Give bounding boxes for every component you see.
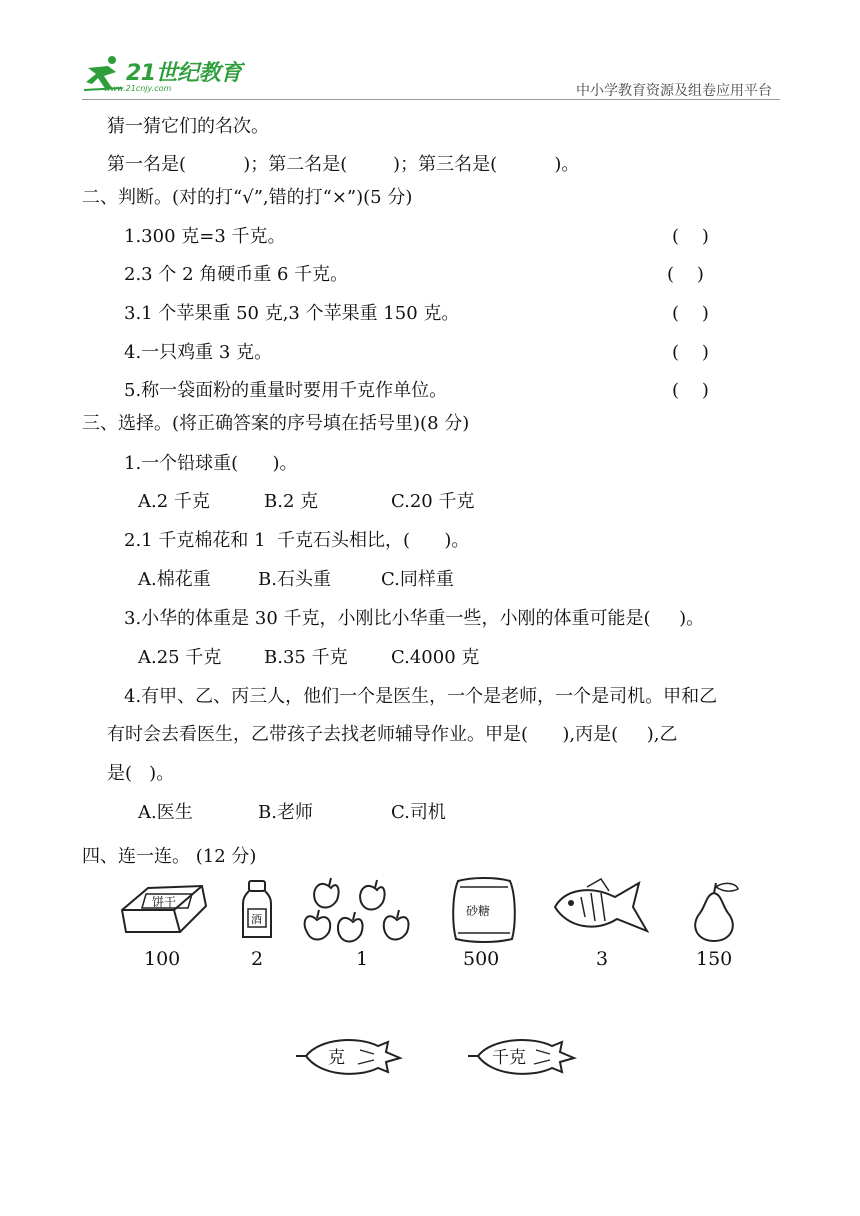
header-divider — [82, 99, 780, 100]
choice-q4-line-1: 4.有甲、乙、丙三人，他们一个是医生，一个是老师，一个是司机。甲和乙 — [124, 686, 718, 707]
choice-q2: 2.1 千克棉花和 1 千克石头相比，( )。 — [124, 530, 470, 551]
judge-paren-4[interactable]: ( ) — [672, 342, 709, 363]
platform-text: 中小学教育资源及组卷应用平台 — [576, 83, 772, 99]
number-label-4: 500 — [463, 948, 500, 970]
q2-option-b[interactable]: B.石头重 — [258, 569, 331, 590]
judge-paren-1[interactable]: ( ) — [672, 226, 709, 247]
q4-option-b[interactable]: B.老师 — [258, 802, 313, 823]
leaf-gram-icon — [294, 1034, 404, 1080]
logo — [82, 54, 252, 98]
sugar-bag-icon — [448, 875, 520, 945]
judge-item-4: 4.一只鸡重 3 克。 — [124, 342, 273, 363]
intro-line-1: 猜一猜它们的名次。 — [107, 116, 269, 137]
number-label-6: 150 — [696, 948, 733, 970]
pear-icon — [686, 879, 744, 943]
number-label-2: 2 — [251, 948, 264, 970]
q1-option-a[interactable]: A.2 千克 — [138, 491, 210, 512]
q2-option-c[interactable]: C.同样重 — [381, 569, 454, 590]
biscuit-label: 饼干 — [152, 895, 177, 909]
q4-option-c[interactable]: C.司机 — [391, 802, 446, 823]
leaf-kilogram-icon — [466, 1034, 578, 1080]
leaf-unit-gram: 克 — [328, 1048, 345, 1068]
q1-option-b[interactable]: B.2 克 — [264, 491, 319, 512]
section-3-title: 三、选择。(将正确答案的序号填在括号里)(8 分) — [82, 413, 470, 434]
number-label-5: 3 — [596, 948, 609, 970]
judge-item-3: 3.1 个苹果重 50 克,3 个苹果重 150 克。 — [124, 303, 460, 324]
apples-icon — [303, 874, 419, 946]
q3-option-b[interactable]: B.35 千克 — [264, 647, 348, 668]
q2-option-a[interactable]: A.棉花重 — [138, 569, 211, 590]
section-2-title: 二、判断。(对的打“√”,错的打“×”)(5 分) — [82, 187, 413, 208]
biscuit-box-icon — [118, 880, 210, 938]
logo-subtext: www.21cnjy.com — [104, 84, 172, 93]
number-label-3: 1 — [356, 948, 369, 970]
judge-item-2: 2.3 个 2 角硬币重 6 千克。 — [124, 264, 349, 285]
judge-paren-2[interactable]: ( ) — [667, 264, 704, 285]
sugar-label: 砂糖 — [466, 904, 491, 918]
intro-line-2: 第一名是( )；第二名是( )；第三名是( )。 — [107, 154, 580, 175]
choice-q3: 3.小华的体重是 30 千克，小刚比小华重一些，小刚的体重可能是( )。 — [124, 608, 705, 629]
choice-q4-line-3: 是( )。 — [107, 763, 175, 784]
q3-option-c[interactable]: C.4000 克 — [391, 647, 480, 668]
judge-paren-3[interactable]: ( ) — [672, 303, 709, 324]
judge-paren-5[interactable]: ( ) — [672, 380, 709, 401]
judge-item-1: 1.300 克=3 千克。 — [124, 226, 286, 247]
q4-option-a[interactable]: A.医生 — [138, 802, 193, 823]
logo-text: 21世纪教育 — [126, 61, 242, 86]
choice-q4-line-2: 有时会去看医生，乙带孩子去找老师辅导作业。甲是( ),丙是( ),乙 — [107, 724, 678, 745]
leaf-unit-kilogram: 千克 — [492, 1048, 526, 1068]
number-label-1: 100 — [144, 948, 181, 970]
choice-q1: 1.一个铅球重( )。 — [124, 453, 298, 474]
wine-bottle-icon — [239, 879, 275, 941]
section-4-title: 四、连一连。 (12 分) — [82, 846, 257, 867]
fish-icon — [551, 877, 651, 937]
q1-option-c[interactable]: C.20 千克 — [391, 491, 475, 512]
judge-item-5: 5.称一袋面粉的重量时要用千克作单位。 — [124, 380, 448, 401]
q3-option-a[interactable]: A.25 千克 — [138, 647, 222, 668]
wine-label: 酒 — [251, 913, 262, 926]
